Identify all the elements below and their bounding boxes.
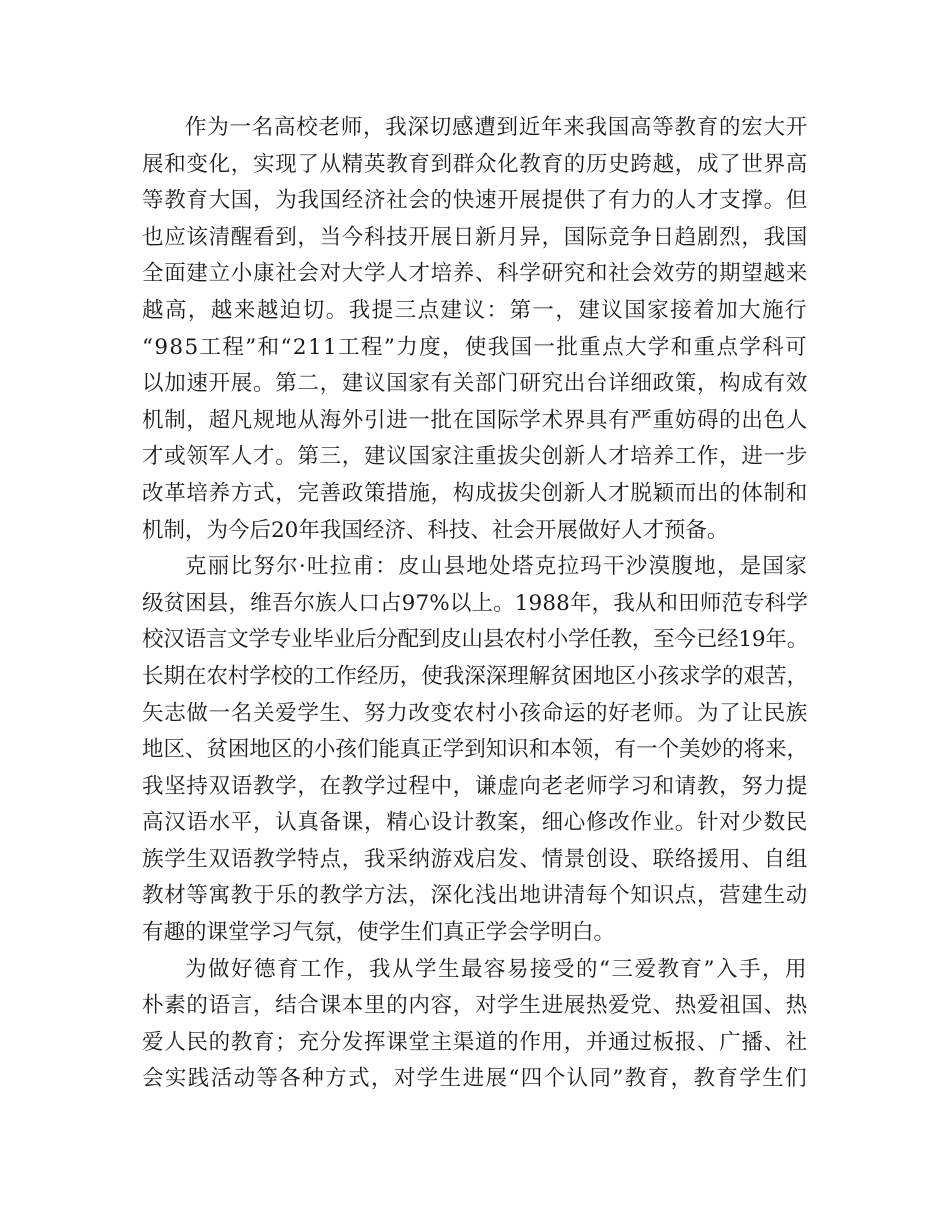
text-line: 展和变化，实现了从精英教育到群众化教育的历史跨越，成了世界高 — [142, 151, 808, 177]
text-line: 机制，为今后20年我国经济、科技、社会开展做好人才预备。 — [142, 517, 729, 543]
text-line: 族学生双语教学特点，我采纳游戏启发、情景创设、联络援用、自组 — [142, 846, 808, 872]
text-line: 改革培养方式，完善政策措施，构成拔尖创新人才脱颖而出的体制和 — [142, 480, 808, 506]
text-line: 爱人民的教育；充分发挥课堂主渠道的作用，并通过板报、广播、社 — [142, 1029, 808, 1055]
text-line: 高汉语水平，认真备课，精心设计教案，细心修改作业。针对少数民 — [142, 810, 808, 836]
text-line: 克丽比努尔·吐拉甫：皮山县地处塔克拉玛干沙漠腹地，是国家 — [185, 554, 808, 580]
text-line: 等教育大国，为我国经济社会的快速开展提供了有力的人才支撑。但 — [142, 188, 808, 214]
text-line: 全面建立小康社会对大学人才培养、科学研究和社会效劳的期望越来 — [142, 261, 808, 287]
text-line: 以加速开展。第二，建议国家有关部门研究出台详细政策，构成有效 — [142, 371, 808, 397]
text-line: 我坚持双语教学，在教学过程中，谦虚向老老师学习和请教，努力提 — [142, 773, 808, 799]
text-line: 教材等寓教于乐的教学方法，深化浅出地讲清每个知识点，营建生动 — [142, 883, 808, 909]
text-line: 地区、贫困地区的小孩们能真正学到知识和本领，有一个美妙的将来， — [142, 737, 808, 763]
text-line: 越高，越来越迫切。我提三点建议：第一，建议国家接着加大施行 — [142, 297, 808, 323]
text-line: 长期在农村学校的工作经历，使我深深理解贫困地区小孩求学的艰苦， — [142, 663, 808, 689]
text-line: 级贫困县，维吾尔族人口占97%以上。1988年，我从和田师范专科学 — [142, 590, 808, 616]
text-line: 作为一名高校老师，我深切感遭到近年来我国高等教育的宏大开 — [185, 115, 808, 140]
text-line: 为做好德育工作，我从学生最容易接受的“三爱教育”入手，用 — [185, 956, 808, 982]
text-line: 矢志做一名关爱学生、努力改变农村小孩命运的好老师。为了让民族 — [142, 700, 808, 726]
text-line: 校汉语言文学专业毕业后分配到皮山县农村小学任教，至今已经19年。 — [142, 627, 808, 653]
text-line: 才或领军人才。第三，建议国家注重拔尖创新人才培养工作，进一步 — [142, 444, 808, 470]
text-line: 机制，超凡规地从海外引进一批在国际学术界具有严重妨碍的出色人 — [142, 407, 808, 433]
text-line: 有趣的课堂学习气氛，使学生们真正学会学明白。 — [142, 920, 616, 946]
text-line: 朴素的语言，结合课本里的内容，对学生进展热爱党、热爱祖国、热 — [142, 993, 808, 1019]
text-line: 也应该清醒看到，当今科技开展日新月异，国际竞争日趋剧烈，我国 — [142, 224, 808, 250]
document-body — [142, 110, 808, 1098]
text-line: 会实践活动等各种方式，对学生进展“四个认同”教育，教育学生们 — [142, 1066, 808, 1092]
text-line: “985工程”和“211工程”力度，使我国一批重点大学和重点学科可 — [142, 334, 808, 360]
